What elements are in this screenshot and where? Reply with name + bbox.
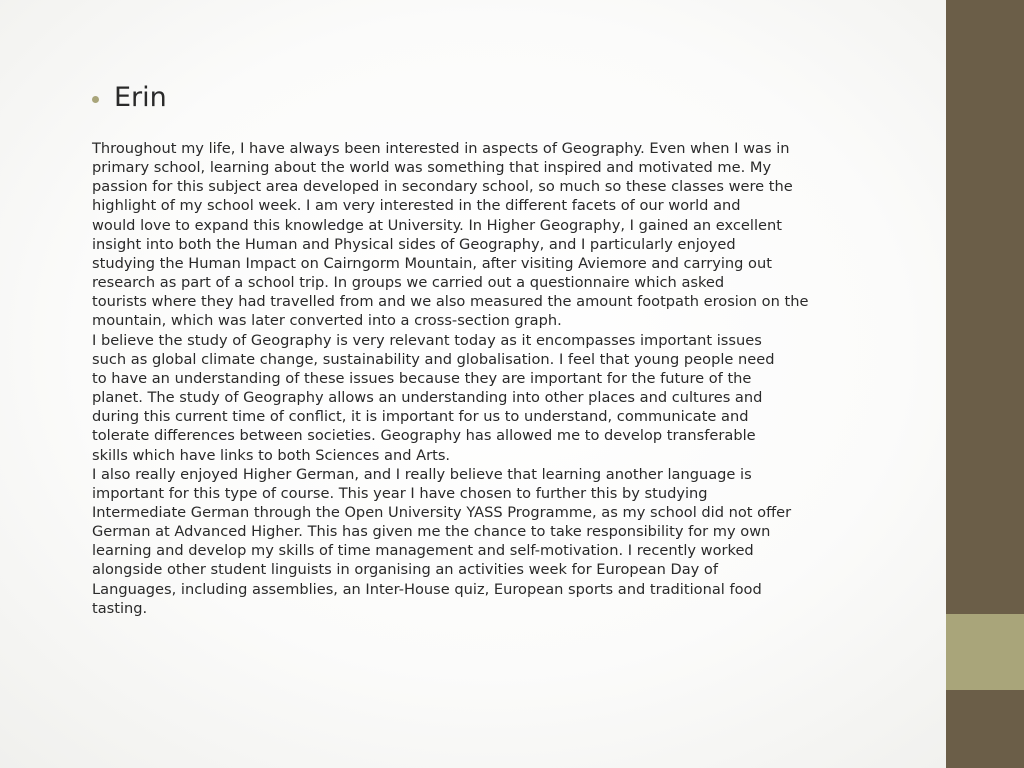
heading-text: Erin (114, 82, 167, 113)
text-line: learning and develop my skills of time management and self-motivation. I recently worked (92, 542, 754, 560)
text-line: Throughout my life, I have always been interested in aspects of Geography. Even when I was in (92, 140, 790, 157)
text-line: Intermediate German through the Open University YASS Programme, as my school did not offer (92, 503, 792, 521)
text-line: mountain, which was later converted into a cross-section graph. (92, 312, 562, 330)
text-line: I believe the study of Geography is very relevant today as it encompasses important issues (92, 331, 762, 349)
decorative-sidebar-accent (946, 614, 1024, 690)
bullet-icon (92, 96, 99, 103)
text-line: highlight of my school week. I am very interested in the different facets of our world and (92, 197, 741, 215)
text-line: research as part of a school trip. In groups we carried out a questionnaire which asked (92, 274, 725, 292)
text-line: studying the Human Impact on Cairngorm Mountain, after visiting Aviemore and carrying out (92, 254, 772, 272)
text-line: German at Advanced Higher. This has given me the chance to take responsibility for my own (92, 523, 771, 541)
text-line: to have an understanding of these issues because they are important for the future of the (92, 369, 752, 387)
text-line: alongside other student linguists in organising an activities week for European Day of (92, 561, 718, 579)
text-line: primary school, learning about the world was something that inspired and motivated me. My (92, 159, 772, 177)
text-line: skills which have links to both Sciences and Arts. (92, 446, 451, 464)
text-line: insight into both the Human and Physical sides of Geography, and I particularly enjoyed (92, 235, 736, 253)
text-line: would love to expand this knowledge at University. In Higher Geography, I gained an excellent (92, 216, 782, 234)
text-line: important for this type of course. This year I have chosen to further this by studying (92, 484, 708, 502)
text-line: tolerate differences between societies. Geography has allowed me to develop transferable (92, 427, 756, 445)
text-line: tourists where they had travelled from and we also measured the amount footpath erosion on the (92, 293, 809, 311)
text-line: during this current time of conflict, it is important for us to understand, communicate and (92, 408, 749, 426)
text-line: planet. The study of Geography allows an understanding into other places and cultures and (92, 389, 763, 407)
text-line: such as global climate change, sustainability and globalisation. I feel that young people need (92, 350, 775, 368)
text-line: passion for this subject area developed in secondary school, so much so these classes were the (92, 178, 793, 196)
text-line: I also really enjoyed Higher German, and I really believe that learning another language is (92, 465, 752, 483)
text-line: Languages, including assemblies, an Inter-House quiz, European sports and traditional food (92, 580, 762, 598)
body-paragraphs (92, 139, 912, 618)
slide-heading (92, 78, 167, 118)
text-line: tasting. (92, 599, 148, 617)
